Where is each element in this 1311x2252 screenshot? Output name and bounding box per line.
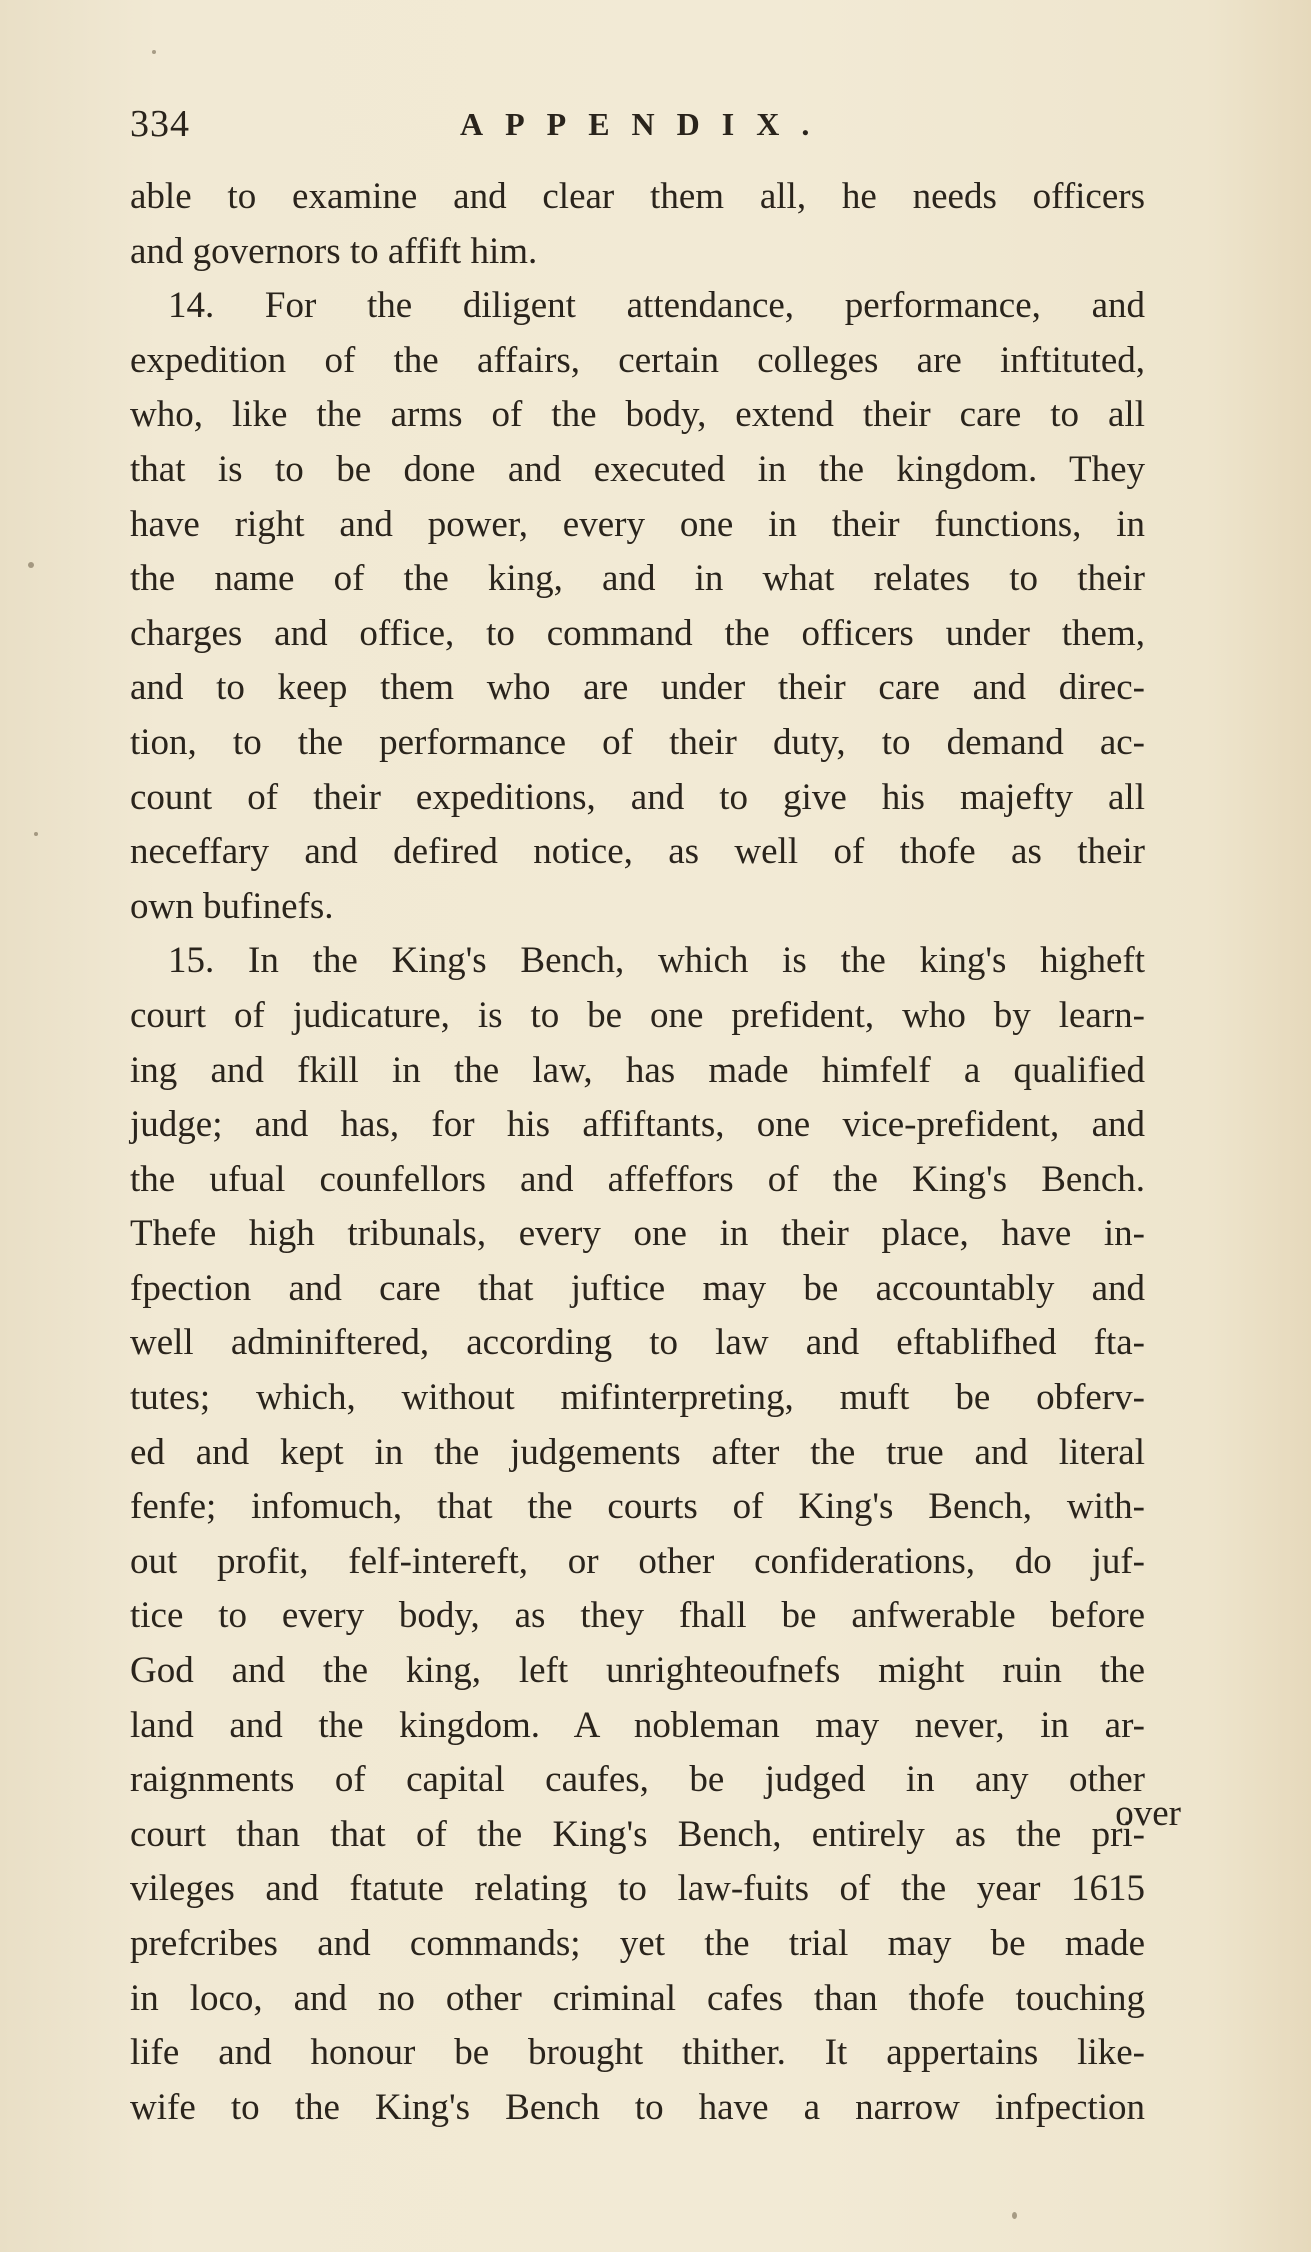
text-line: court of judicature, is to be one prefident, who by learn- (130, 994, 1145, 1036)
text-line: fenfe; infomuch, that the courts of King's Bench, with- (130, 1486, 1145, 1528)
paper-speck (34, 832, 38, 836)
text-line: Thefe high tribunals, every one in their place, have in- (130, 1213, 1145, 1255)
text-line: who, like the arms of the body, extend their care to all (130, 394, 1145, 436)
text-line: expedition of the affairs, certain colleges are inftituted, (130, 339, 1145, 381)
paper-speck (152, 50, 156, 54)
text-line: that is to be done and executed in the kingdom. They (130, 448, 1145, 490)
text-line: out profit, felf-intereft, or other confiderations, do juf- (130, 1540, 1145, 1582)
text-line: God and the king, left unrighteoufnefs might ruin the (130, 1650, 1145, 1692)
text-line: tutes; which, without mifinterpreting, muft be obferv- (130, 1377, 1145, 1419)
text-line: wife to the King's Bench to have a narrow infpection (130, 2086, 1145, 2128)
text-line: in loco, and no other criminal cafes than thofe touching (130, 1977, 1145, 2019)
text-line: life and honour be brought thither. It appertains like- (130, 2032, 1145, 2074)
paragraph-first-line: 15. In the King's Bench, which is the king's higheft (168, 940, 1145, 982)
text-line: count of their expeditions, and to give his majefty all (130, 776, 1145, 818)
text-line: fpection and care that juftice may be accountably and (130, 1267, 1145, 1309)
running-head: APPENDIX. (460, 106, 832, 142)
page-number: 334 (130, 103, 190, 145)
catchword: over (1115, 1793, 1181, 1834)
paper-speck (28, 562, 34, 568)
text-line: vileges and ftatute relating to law-fuits of the year 1615 (130, 1868, 1145, 1910)
text-line: tice to every body, as they fhall be anfwerable before (130, 1595, 1145, 1637)
text-line: neceffary and defired notice, as well of thofe as their (130, 831, 1145, 873)
text-line: the name of the king, and in what relates to their (130, 558, 1145, 600)
text-line: well adminiftered, according to law and eftablifhed fta- (130, 1322, 1145, 1364)
text-line: court than that of the King's Bench, entirely as the pri- (130, 1813, 1145, 1855)
text-line: the ufual counfellors and affeffors of the King's Bench. (130, 1158, 1145, 1200)
paragraph-first-line: 14. For the diligent attendance, performance, and (168, 285, 1145, 327)
text-line: land and the kingdom. A nobleman may never, in ar- (130, 1704, 1145, 1746)
text-line: and governors to affift him. (130, 230, 538, 272)
text-line: able to examine and clear them all, he needs officers (130, 176, 1145, 217)
paper-speck (1012, 2212, 1017, 2219)
text-line: ed and kept in the judgements after the true and literal (130, 1431, 1145, 1473)
text-line: raignments of capital caufes, be judged in any other (130, 1759, 1145, 1801)
text-line: charges and office, to command the officers under them, (130, 612, 1145, 654)
text-line: own bufinefs. (130, 885, 334, 927)
text-line: judge; and has, for his affiftants, one vice-prefident, and (130, 1104, 1145, 1146)
text-line: prefcribes and commands; yet the trial may be made (130, 1923, 1145, 1964)
body-text (130, 170, 1145, 2135)
text-line: and to keep them who are under their care and direc- (130, 667, 1145, 709)
text-line: have right and power, every one in their functions, in (130, 503, 1145, 545)
page-header (130, 102, 1160, 162)
text-line: ing and fkill in the law, has made himfelf a qualified (130, 1049, 1145, 1091)
text-line: tion, to the performance of their duty, to demand ac- (130, 721, 1145, 763)
